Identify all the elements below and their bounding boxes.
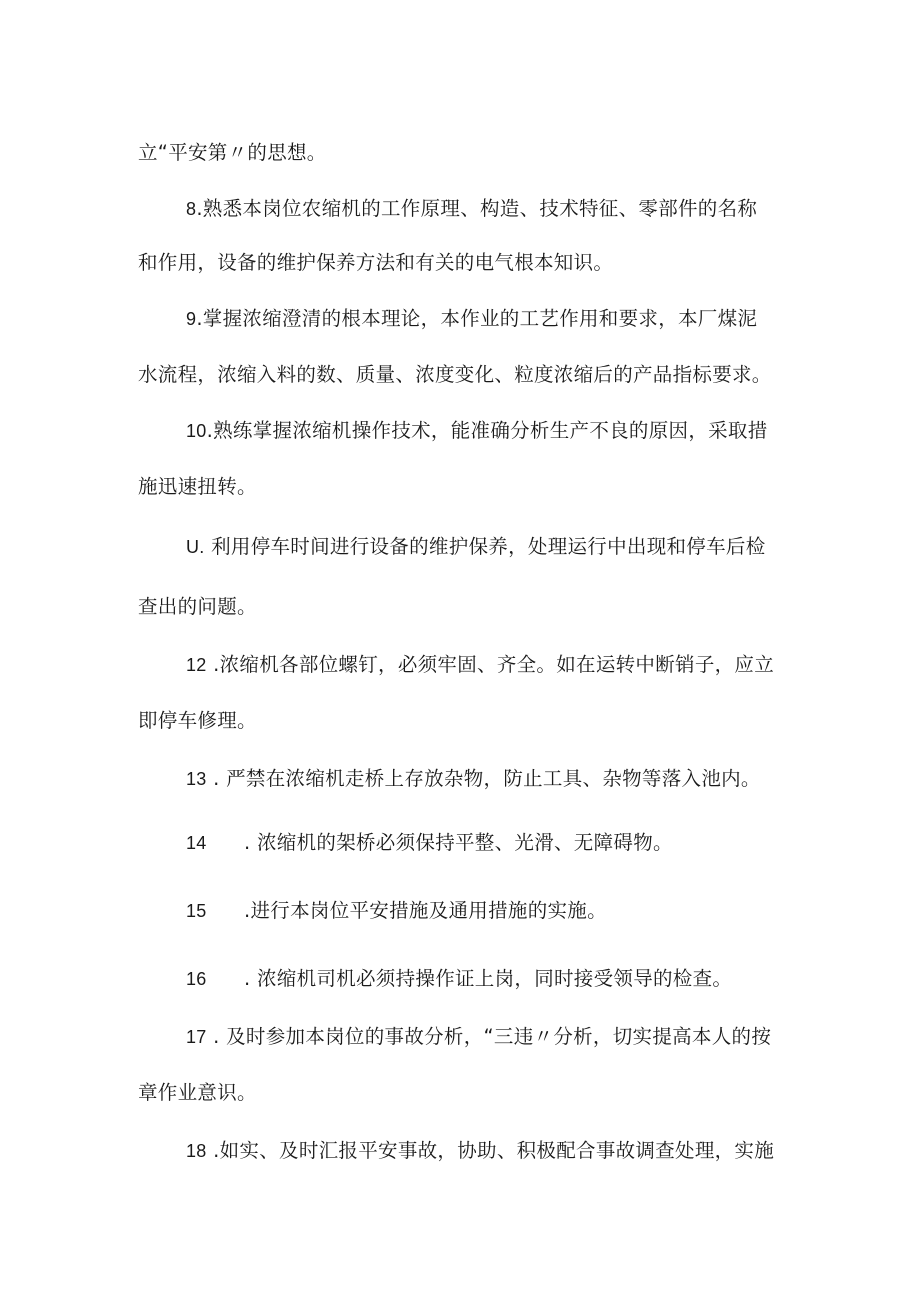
item-text: .浓缩机各部位螺钉，必须牢固、齐全。如在运转中断销子，应立 xyxy=(213,653,775,676)
list-item-17 xyxy=(186,1024,771,1050)
line-text: 和作用，设备的维护保养方法和有关的电气根本知识。 xyxy=(138,251,614,274)
text-line xyxy=(138,250,613,276)
list-item-18 xyxy=(186,1138,774,1164)
list-item-8 xyxy=(186,196,757,222)
list-item-15 xyxy=(186,898,607,924)
item-text: . 浓缩机的架桥必须保持平整、光滑、无障碍物。 xyxy=(244,831,673,854)
list-item-9 xyxy=(186,306,757,332)
line-text: 施迅速扭转。 xyxy=(138,475,257,498)
text-line xyxy=(138,594,257,620)
list-item-11 xyxy=(186,534,766,560)
text-line xyxy=(138,474,257,500)
item-number: 15 xyxy=(186,901,207,921)
item-number: 18 xyxy=(186,1141,207,1161)
list-item-14 xyxy=(186,830,673,856)
line-text: 查出的问题。 xyxy=(138,595,257,618)
text-line xyxy=(138,362,772,388)
item-text: . 严禁在浓缩机走桥上存放杂物，防止工具、杂物等落入池内。 xyxy=(213,767,761,790)
item-number: 9 xyxy=(186,309,197,329)
item-text: .熟悉本岗位农缩机的工作原理、构造、技术特征、零部件的名称 xyxy=(196,197,758,220)
item-text: .如实、及时汇报平安事故，协助、积极配合事故调查处理，实施 xyxy=(213,1139,775,1162)
text-line xyxy=(138,1080,257,1106)
text-line xyxy=(138,140,327,166)
item-text: .掌握浓缩澄清的根本理论，本作业的工艺作用和要求，本厂煤泥 xyxy=(196,307,758,330)
item-number: 8 xyxy=(186,199,197,219)
line-text: 即停车修理。 xyxy=(138,709,257,732)
line-text: 水流程，浓缩入料的数、质量、浓度变化、粒度浓缩后的产品指标要求。 xyxy=(138,363,772,386)
item-text: .进行本岗位平安措施及通用措施的实施。 xyxy=(244,899,607,922)
item-text: .熟练掌握浓缩机操作技术，能准确分析生产不良的原因，采取措 xyxy=(206,419,768,442)
item-number: 10 xyxy=(186,421,207,441)
item-number: 17 xyxy=(186,1027,207,1047)
item-number: U. xyxy=(186,537,205,557)
list-item-16 xyxy=(186,966,732,992)
list-item-12 xyxy=(186,652,774,678)
list-item-10 xyxy=(186,418,768,444)
text-line xyxy=(138,708,257,734)
item-text: 利用停车时间进行设备的维护保养，处理运行中出现和停车后检 xyxy=(211,535,766,558)
line-text: 立“平安第〃的思想。 xyxy=(138,141,327,164)
line-text: 章作业意识。 xyxy=(138,1081,257,1104)
item-text: . 及时参加本岗位的事故分析，“三违〃分析，切实提高本人的按 xyxy=(213,1025,772,1048)
item-number: 12 xyxy=(186,655,207,675)
item-number: 14 xyxy=(186,833,207,853)
item-number: 16 xyxy=(186,969,207,989)
item-number: 13 xyxy=(186,769,207,789)
item-text: . 浓缩机司机必须持操作证上岗，同时接受领导的检查。 xyxy=(244,967,733,990)
list-item-13 xyxy=(186,766,761,792)
